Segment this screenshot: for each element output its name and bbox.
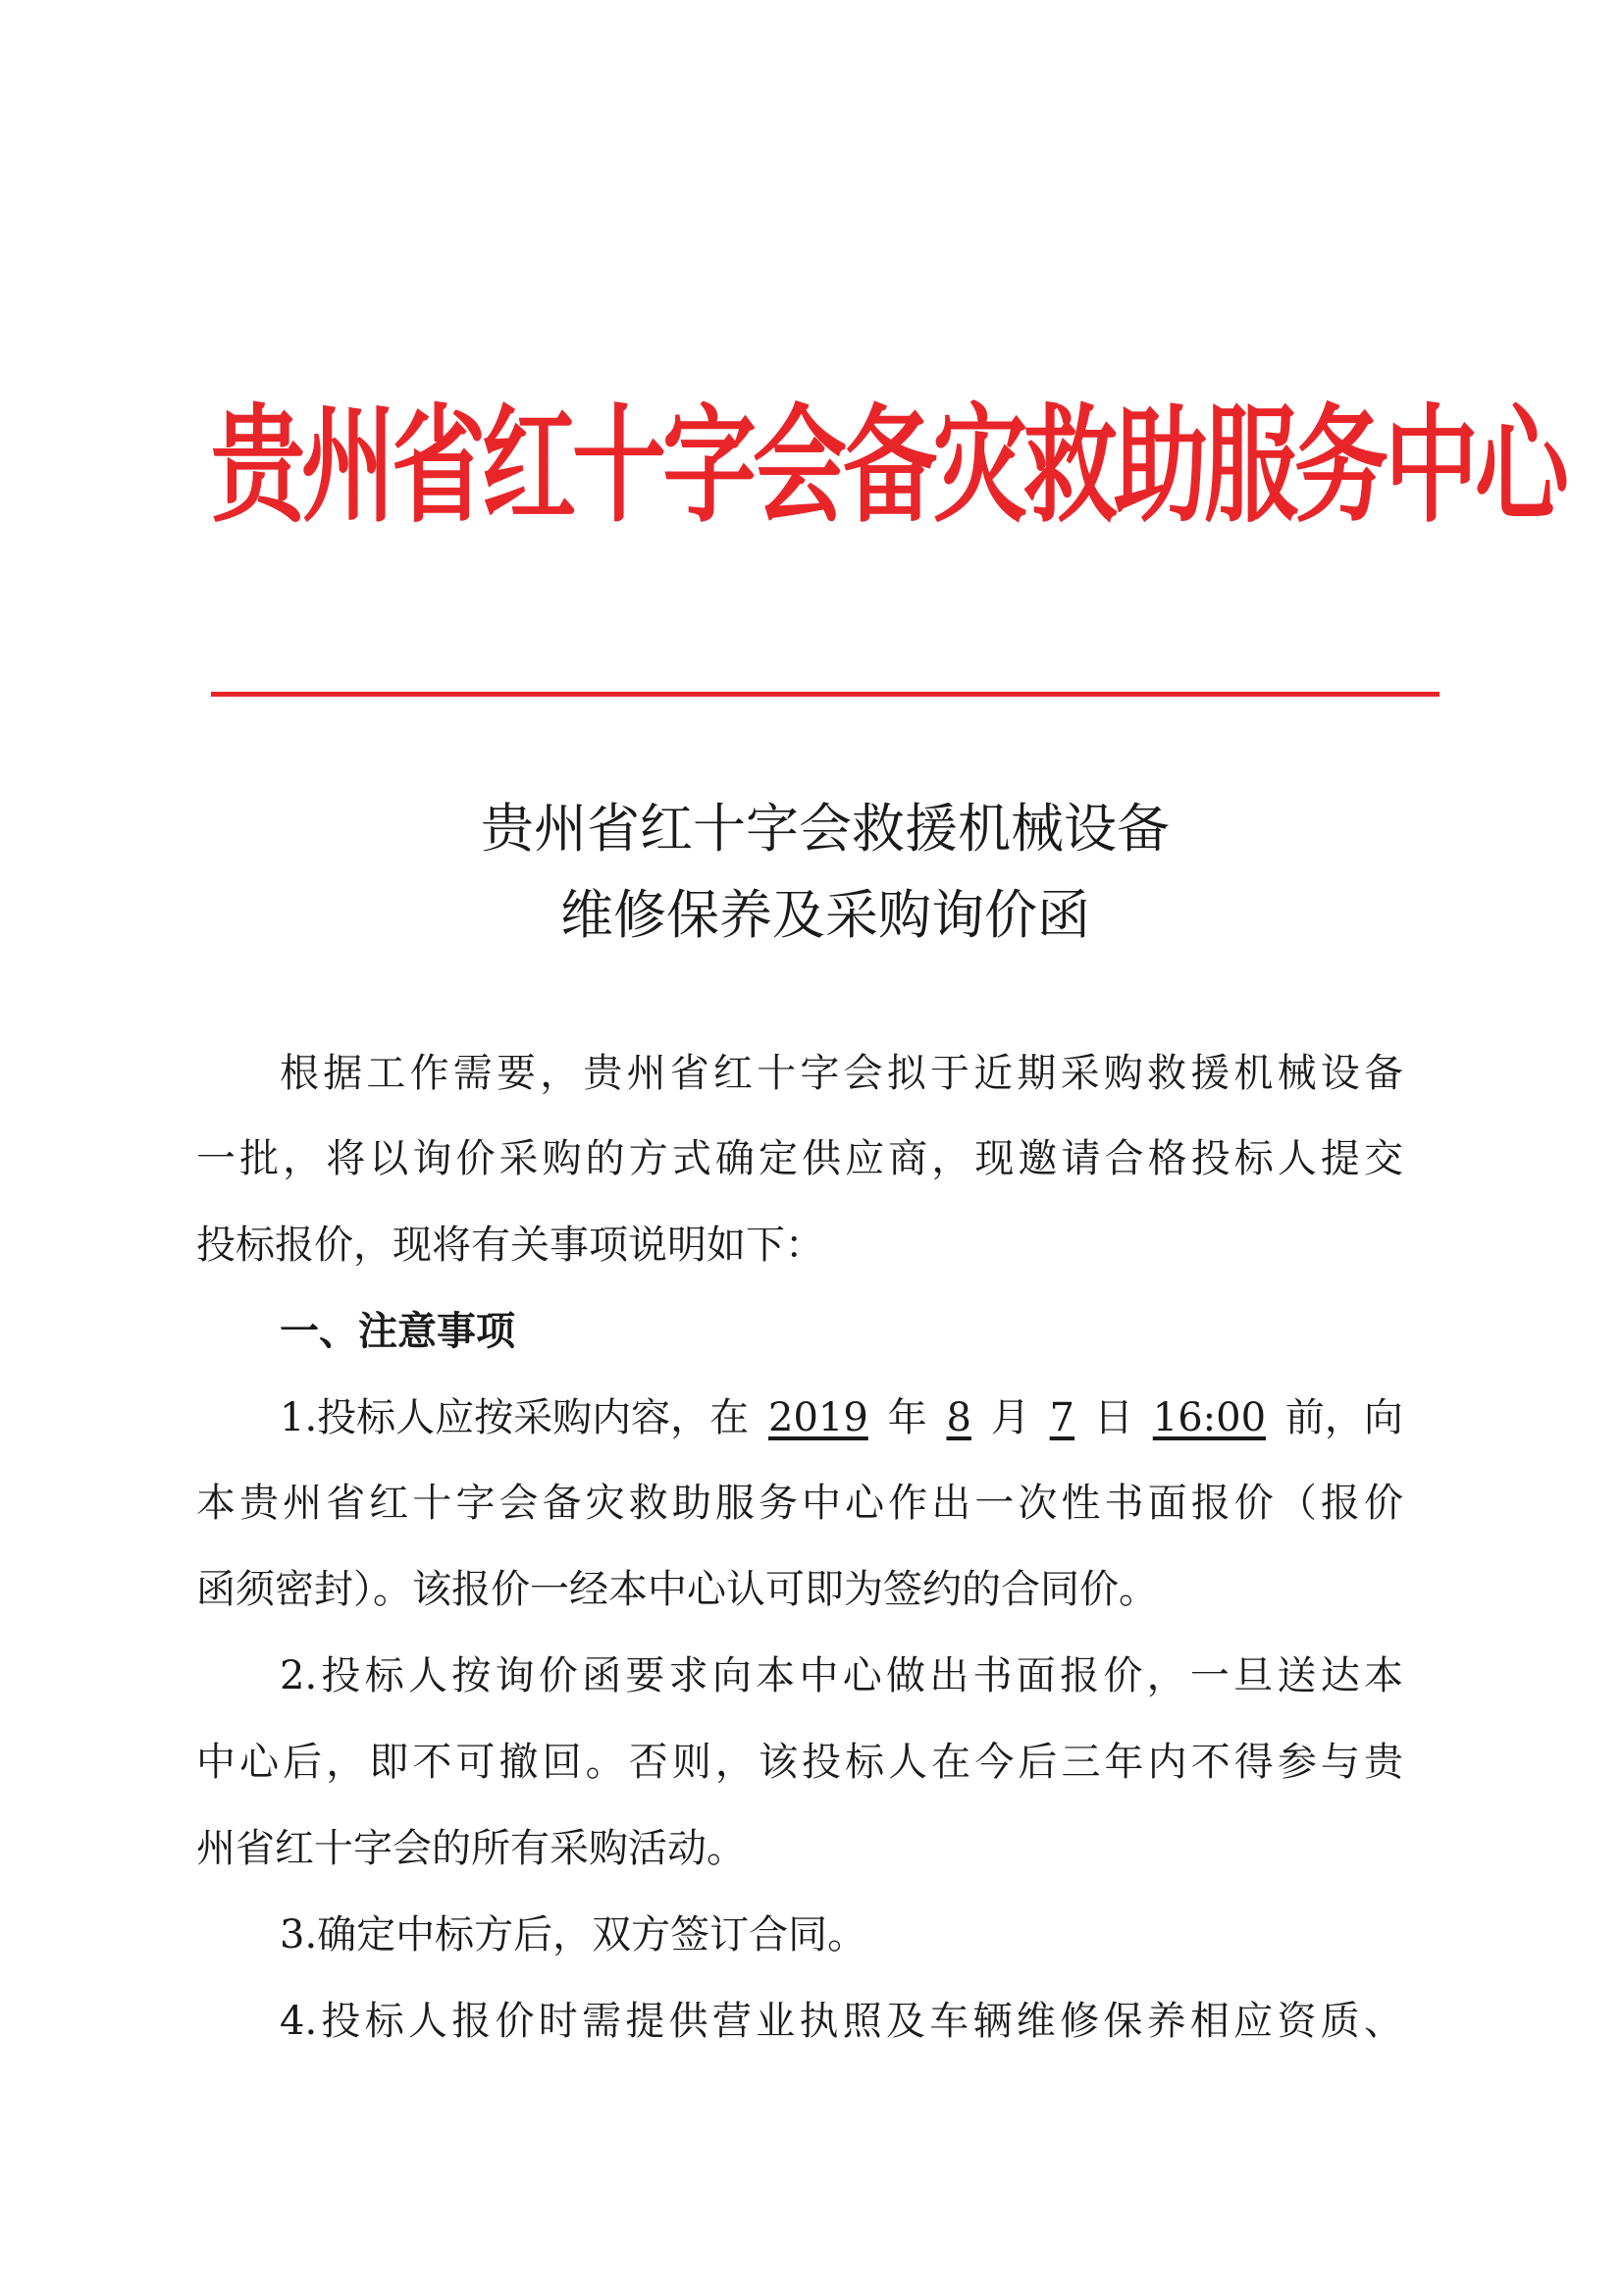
- item-3-line-1: 3.确定中标方后，双方签订合同。: [280, 1912, 867, 1957]
- intro-line-2: 一批，将以询价采购的方式确定供应商，现邀请合格投标人提交: [196, 1136, 1403, 1181]
- item-2-line-2: 中心后，即不可撤回。否则，该投标人在今后三年内不得参与贵: [196, 1740, 1403, 1785]
- intro-line-3: 投标报价，现将有关事项说明如下：: [196, 1223, 824, 1268]
- item-1-line-3: 函须密封）。该报价一经本中心认可即为签约的合同价。: [196, 1567, 1158, 1612]
- day-unit: 日: [1093, 1395, 1133, 1440]
- deadline-day: 7: [1049, 1395, 1075, 1440]
- document-title-line-1: 贵州省红十字会救援机械设备: [481, 798, 1170, 860]
- organization-header: 贵州省红十字会备灾救助服务中心: [211, 391, 1565, 541]
- deadline-month: 8: [946, 1395, 971, 1440]
- deadline-time: 16:00: [1152, 1395, 1267, 1440]
- item-2-line-1: 2.投标人按询价函要求向本中心做出书面报价，一旦送达本: [280, 1653, 1403, 1698]
- item-1-suffix: 前，向: [1284, 1395, 1403, 1440]
- deadline-year: 2019: [768, 1395, 868, 1440]
- document-title-line-2: 维修保养及采购询价函: [560, 884, 1090, 946]
- intro-line-1: 根据工作需要，贵州省红十字会拟于近期采购救援机械设备: [280, 1051, 1403, 1096]
- item-4-line-1: 4.投标人报价时需提供营业执照及车辆维修保养相应资质、: [280, 1999, 1403, 2044]
- item-1-prefix: 1.投标人应按采购内容，在: [280, 1395, 750, 1440]
- item-1-line-1: [280, 1394, 1403, 1441]
- item-2-line-3: 州省红十字会的所有采购活动。: [196, 1826, 746, 1871]
- item-1-line-2: 本贵州省红十字会备灾救助服务中心作出一次性书面报价（报价: [196, 1481, 1403, 1526]
- month-unit: 月: [990, 1395, 1030, 1440]
- year-unit: 年: [887, 1395, 927, 1440]
- red-divider-line: [211, 692, 1440, 697]
- section-heading-notices: 一、注意事项: [280, 1309, 515, 1354]
